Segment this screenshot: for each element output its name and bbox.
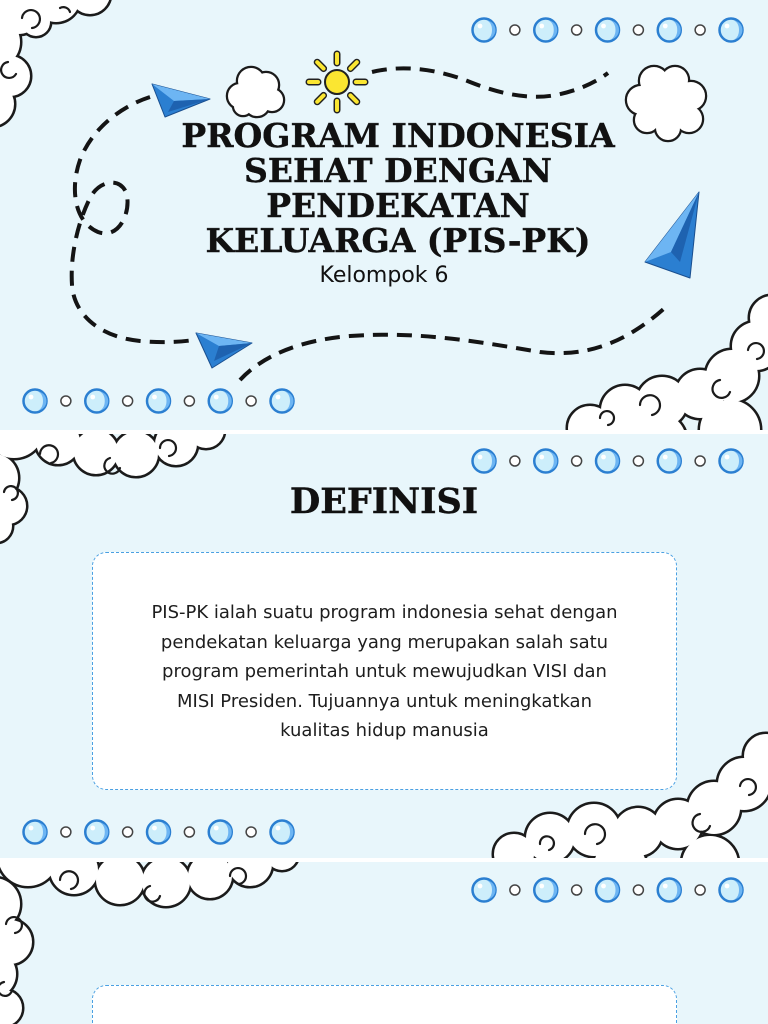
small-dot-icon (633, 456, 643, 466)
bubble-dot-icon (658, 879, 681, 902)
bubble-dot-icon (209, 821, 232, 844)
bubble-dot-icon (596, 450, 619, 473)
dot-row (24, 821, 294, 844)
bubble-dot-icon (85, 390, 108, 413)
cloud-icon (568, 296, 768, 430)
bubble-dot-icon (720, 879, 743, 902)
cloud-icon (228, 68, 283, 116)
cover-title (98, 118, 698, 258)
bubble-dot-icon (85, 821, 108, 844)
text-line: program pemerintah untuk mewujudkan VISI dan (162, 661, 607, 682)
small-dot-icon (510, 885, 520, 895)
dot-row (473, 19, 743, 42)
bubble-dot-icon (596, 19, 619, 42)
bubble-dot-icon (473, 450, 496, 473)
bubble-dot-icon (534, 19, 557, 42)
small-dot-icon (572, 25, 582, 35)
bubble-dot-icon (147, 390, 170, 413)
title-line: PENDEKATAN (266, 186, 530, 225)
slide-next (0, 862, 768, 1024)
bubble-dot-icon (720, 450, 743, 473)
dot-row (473, 450, 743, 473)
small-dot-icon (246, 827, 256, 837)
bubble-dot-icon (473, 879, 496, 902)
bubble-dot-icon (596, 879, 619, 902)
small-dot-icon (633, 25, 643, 35)
bubble-dot-icon (534, 879, 557, 902)
bubble-dot-icon (209, 390, 232, 413)
section-title: DEFINISI (289, 481, 479, 522)
small-dot-icon (61, 396, 71, 406)
text-line: MISI Presiden. Tujuannya untuk meningkatkan (177, 690, 592, 712)
definition-text (93, 598, 676, 746)
small-dot-icon (246, 396, 256, 406)
paper-plane-icon (152, 84, 210, 117)
bubble-dot-icon (147, 821, 170, 844)
small-dot-icon (695, 456, 705, 466)
bubble-dot-icon (720, 19, 743, 42)
small-dot-icon (123, 827, 133, 837)
small-dot-icon (572, 885, 582, 895)
bubble-dot-icon (658, 450, 681, 473)
small-dot-icon (572, 456, 582, 466)
cloud-icon (0, 0, 110, 126)
bubble-dot-icon (658, 19, 681, 42)
definition-box (92, 552, 677, 790)
content-box (92, 985, 677, 1024)
small-dot-icon (61, 827, 71, 837)
small-dot-icon (633, 885, 643, 895)
small-dot-icon (510, 25, 520, 35)
text-line: pendekatan keluarga yang merupakan salah satu (160, 631, 609, 653)
cover-subtitle: Kelompok 6 (319, 263, 449, 288)
small-dot-icon (510, 456, 520, 466)
small-dot-icon (184, 396, 194, 406)
bubble-dot-icon (534, 450, 557, 473)
bubble-dot-icon (24, 821, 47, 844)
cloud-icon (0, 434, 224, 542)
title-line: KELUARGA (PIS-PK) (205, 221, 591, 260)
small-dot-icon (184, 827, 194, 837)
small-dot-icon (695, 25, 705, 35)
dot-row (473, 879, 743, 902)
text-line: PIS-PK ialah suatu program indonesia sehat dengan (151, 602, 618, 623)
paper-plane-icon (196, 333, 252, 368)
title-line: SEHAT DENGAN (244, 151, 552, 190)
slide-cover (0, 0, 768, 430)
bubble-dot-icon (271, 821, 294, 844)
text-line: kualitas hidup manusia (280, 720, 489, 741)
title-line: PROGRAM INDONESIA (181, 116, 615, 155)
bubble-dot-icon (271, 390, 294, 413)
slide-definisi (0, 434, 768, 858)
small-dot-icon (695, 885, 705, 895)
small-dot-icon (123, 396, 133, 406)
dot-row (24, 390, 294, 413)
bubble-dot-icon (473, 19, 496, 42)
sun-icon (309, 54, 365, 110)
bubble-dot-icon (24, 390, 47, 413)
